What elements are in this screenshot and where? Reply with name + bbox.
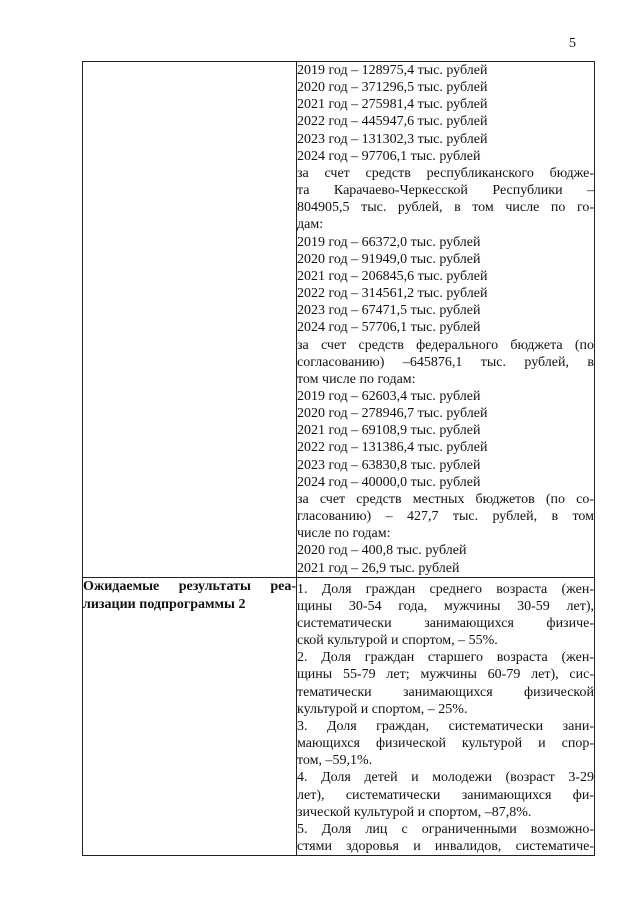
- text-line: 2021 год – 26,9 тыс. рублей: [297, 560, 460, 576]
- empty-label-cell: [83, 62, 297, 578]
- text-line: 2022 год – 131386,4 тыс. рублей: [297, 440, 488, 456]
- text-line: дам:: [297, 217, 324, 233]
- label-line: лизации подпрограммы 2: [83, 596, 246, 612]
- text-line: 2022 год – 314561,2 тыс. рублей: [297, 286, 488, 302]
- text-line: щины 30-54 года, мужчины 30-59 лет),: [297, 598, 594, 614]
- text-line: числе по годам:: [297, 526, 391, 542]
- text-line: 2021 год – 69108,9 тыс. рублей: [297, 423, 481, 439]
- text-line: 4. Доля детей и молодежи (возраст 3-29: [297, 770, 594, 786]
- text-line: 2021 год – 206845,6 тыс. рублей: [297, 268, 488, 284]
- text-line: 2020 год – 400,8 тыс. рублей: [297, 543, 467, 559]
- passport-table: [82, 61, 595, 856]
- text-line: за счет средств федерального бюджета (по: [297, 337, 594, 353]
- text-line: 2024 год – 40000,0 тыс. рублей: [297, 474, 481, 490]
- text-line: 2020 год – 91949,0 тыс. рублей: [297, 251, 481, 267]
- text-line: за счет средств местных бюджетов (по со-: [297, 491, 594, 507]
- text-line: лет), систематически занимающихся фи-: [297, 787, 594, 803]
- financing-cell: [297, 62, 595, 578]
- text-line: тематически занимающихся физической: [297, 684, 594, 700]
- text-line: 804905,5 тыс. рублей, в том числе по го-: [297, 200, 594, 216]
- text-line: согласованию) –645876,1 тыс. рублей, в: [297, 354, 594, 370]
- text-line: за счет средств республиканского бюдже-: [297, 165, 594, 181]
- text-line: 2021 год – 275981,4 тыс. рублей: [297, 97, 488, 113]
- text-line: ской культурой и спортом, – 55%.: [297, 633, 498, 649]
- text-line: гласованию) – 427,7 тыс. рублей, в том: [297, 509, 594, 525]
- text-line: 2019 год – 128975,4 тыс. рублей: [297, 63, 488, 78]
- label-line: Ожидаемые результаты реа-: [83, 578, 296, 594]
- text-line: стями здоровья и инвалидов, систематиче-: [297, 839, 594, 855]
- text-line: 2019 год – 62603,4 тыс. рублей: [297, 388, 481, 404]
- text-line: культурой и спортом, – 25%.: [297, 701, 468, 717]
- page-number: 5: [569, 36, 576, 51]
- text-line: щины 55-79 лет; мужчины 60-79 лет), сис-: [297, 667, 594, 683]
- text-line: том числе по годам:: [297, 371, 416, 387]
- results-label-cell: [83, 577, 297, 856]
- results-cell: [297, 577, 595, 856]
- text-line: 2023 год – 67471,5 тыс. рублей: [297, 303, 481, 319]
- table-row-results: [83, 577, 595, 856]
- text-line: та Карачаево-Черкесской Республики –: [297, 183, 594, 199]
- text-line: 2023 год – 63830,8 тыс. рублей: [297, 457, 481, 473]
- text-line: том, –59,1%.: [297, 753, 373, 769]
- text-line: 2020 год – 278946,7 тыс. рублей: [297, 406, 488, 422]
- text-line: 2024 год – 57706,1 тыс. рублей: [297, 320, 481, 336]
- text-line: 3. Доля граждан, систематически зани-: [297, 718, 594, 734]
- text-line: 2019 год – 66372,0 тыс. рублей: [297, 234, 481, 250]
- text-line: систематически занимающихся физиче-: [297, 616, 594, 631]
- text-line: 2020 год – 371296,5 тыс. рублей: [297, 80, 488, 96]
- text-line: 2. Доля граждан старшего возраста (жен-: [297, 650, 594, 666]
- text-line: зической культурой и спортом, –87,8%.: [297, 804, 532, 820]
- table-row-financing: [83, 62, 595, 578]
- text-line: 2024 год – 97706,1 тыс. рублей: [297, 148, 481, 164]
- text-line: 5. Доля лиц с ограниченными возможно-: [297, 821, 594, 837]
- text-line: 2023 год – 131302,3 тыс. рублей: [297, 131, 488, 147]
- text-line: мающихся физической культурой и спор-: [297, 736, 594, 752]
- text-line: 2022 год – 445947,6 тыс. рублей: [297, 114, 488, 130]
- text-line: 1. Доля граждан среднего возраста (жен-: [297, 581, 594, 597]
